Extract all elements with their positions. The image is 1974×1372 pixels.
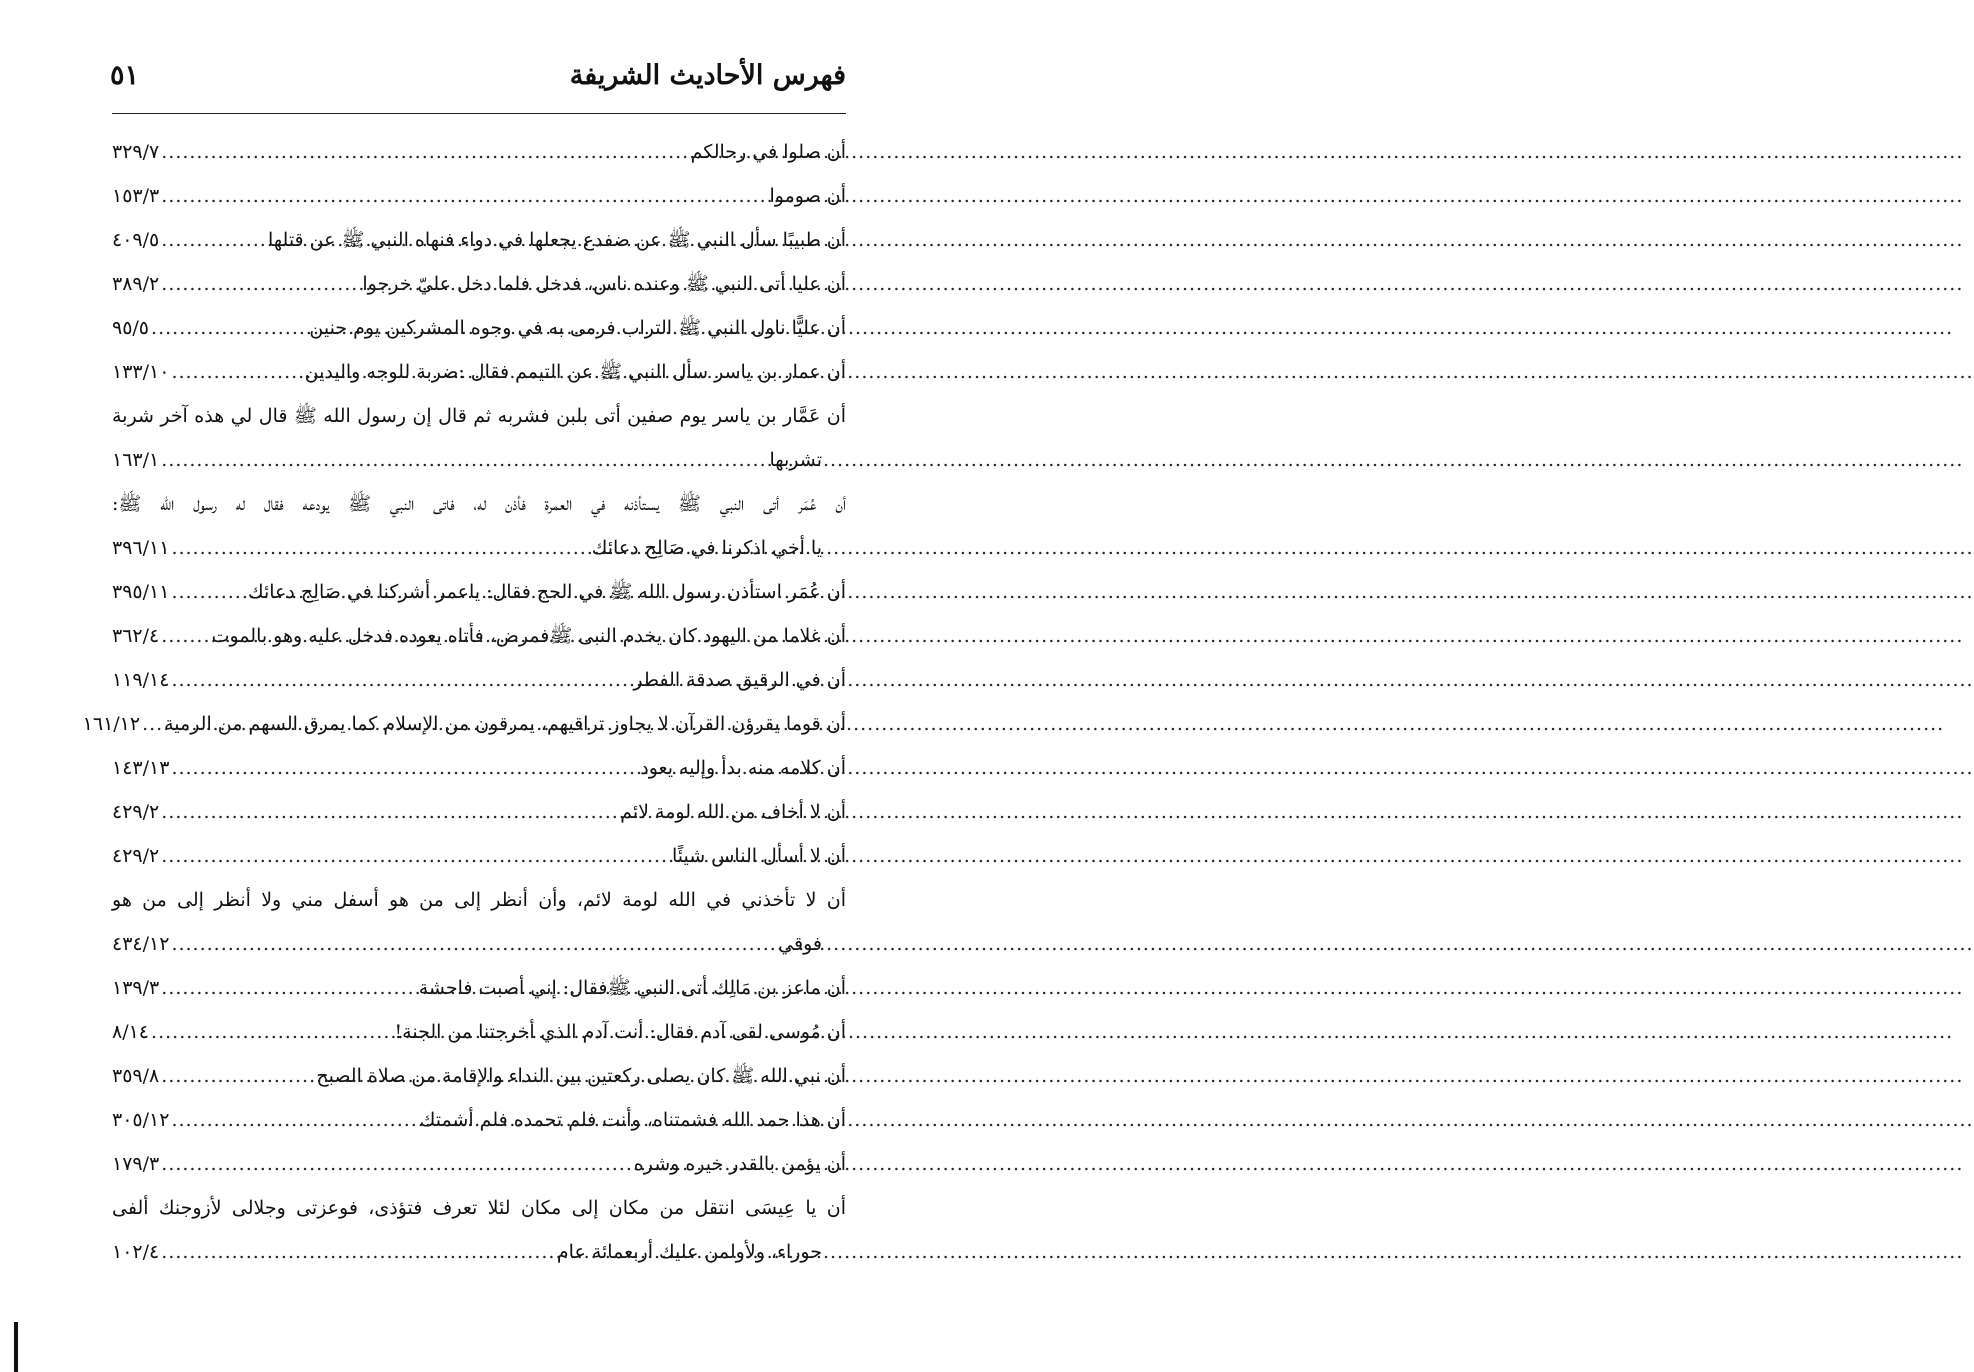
index-entry xyxy=(112,1010,846,1054)
hadith-text: أن في الرقيق صدقة الفطر xyxy=(633,669,846,691)
hadith-text: تشربها xyxy=(769,449,822,471)
hadith-text: أن عُمَر أتى النبي ﷺ يستأذنه في العمرة فأذن له، فاتى النبي ﷺ يودعه فقال له رسول الله ﷺ: xyxy=(112,493,846,515)
dot-leader xyxy=(159,797,620,827)
index-entry-line xyxy=(112,1098,846,1142)
dot-leader xyxy=(159,841,672,871)
index-entry-line xyxy=(112,1054,846,1098)
index-entry-line xyxy=(112,394,846,438)
volume-page-reference: ٣٦٢/٤ xyxy=(112,625,160,647)
hadith-text: أن لا أخاف من الله لومة لائم xyxy=(620,801,846,823)
index-entry-line xyxy=(112,350,846,394)
hadith-text: أن لا تأخذني في الله لومة لائم، وأن أنظر إلى من هو أسفل مني ولا أنظر إلى من هو xyxy=(112,889,846,911)
hadith-text: أن عَمَّار بن ياسر يوم صفين أتى بلبن فشربه ثم قال إن رسول الله ﷺ قال لي هذه آخر شربة xyxy=(112,405,846,427)
index-entry xyxy=(112,834,846,878)
dot-leader xyxy=(159,973,418,1003)
index-entry-line xyxy=(112,1010,846,1054)
hadith-text: أن لا أسأل الناس شيئًا xyxy=(672,845,846,867)
index-entry-line xyxy=(112,922,846,966)
index-entry-line xyxy=(112,1142,846,1186)
dot-leader xyxy=(149,1017,394,1047)
hadith-text: أن يا عِيسَى انتقل من مكان إلى مكان لئلا تعرف فتؤذى، فوعزتى وجلالى لأزوجنك ألفى xyxy=(112,1197,846,1219)
index-entry xyxy=(112,614,846,658)
index-entry xyxy=(112,570,846,614)
index-entry xyxy=(112,1142,846,1186)
volume-page-reference: ١٣٩/٣ xyxy=(112,977,160,999)
index-entry xyxy=(112,306,846,350)
volume-page-reference: ٣٢٩/٧ xyxy=(112,141,160,163)
page-title: فهرس الأحاديث الشريفة xyxy=(569,60,846,91)
hadith-text: أن كلامه منه بدأ وإليه يعود xyxy=(640,757,846,779)
dot-leader xyxy=(169,753,640,783)
dot-leader xyxy=(159,137,690,167)
index-entry xyxy=(82,702,846,746)
volume-page-reference: ١٥٣/٣ xyxy=(112,185,160,207)
index-entry-line xyxy=(112,834,846,878)
volume-page-reference: ٣٩٥/١١ xyxy=(112,581,170,603)
dot-leader xyxy=(159,1149,634,1179)
index-entry xyxy=(112,746,846,790)
index-entry-line xyxy=(112,614,846,658)
index-entry-line xyxy=(112,482,846,526)
index-entry-line xyxy=(112,1186,846,1230)
index-entry xyxy=(112,262,846,306)
volume-page-reference: ٤٢٩/٢ xyxy=(112,845,160,867)
volume-page-reference: ١٦١/١٢ xyxy=(82,713,141,735)
index-entry xyxy=(112,1186,846,1274)
volume-page-reference: ٣٥٩/٨ xyxy=(112,1065,160,1087)
dot-leader xyxy=(149,313,309,343)
volume-page-reference: ١٧٩/٣ xyxy=(112,1153,160,1175)
volume-page-reference: ٤٠٩/٥ xyxy=(112,229,160,251)
index-entry-line xyxy=(112,658,846,702)
index-entry xyxy=(112,130,846,174)
index-entry-line xyxy=(112,746,846,790)
hadith-text: أن ماعز بن مَالِك أتى النبي ﷺفقال: إني أصبت فاحشة xyxy=(418,977,846,999)
hadith-text: أن عليًّا ناول النبي ﷺ التراب فرمى به في وجوه المشركين يوم حنين xyxy=(309,317,846,339)
hadith-text: أن عليا أتى النبي ﷺ وعنده ناس، فدخل فلما دخل عليّ خرجوا xyxy=(362,273,846,295)
page-edge-mark xyxy=(14,1322,18,1372)
volume-page-reference: ٤٢٩/٢ xyxy=(112,801,160,823)
dot-leader xyxy=(159,181,769,211)
page-number: ٥١ xyxy=(110,60,140,91)
index-entry-line xyxy=(112,174,846,218)
volume-page-reference: ١٤٣/١٣ xyxy=(112,757,170,779)
dot-leader xyxy=(159,445,769,475)
volume-page-reference: ١٠٢/٤ xyxy=(112,1241,160,1263)
hadith-text: أن طبيبًا سأل النبي ﷺ عن ضفدع يجعلها في دواء فنهاه النبي ﷺ عن قتلها xyxy=(267,229,846,251)
index-entry-line xyxy=(112,1230,846,1274)
hadith-text: أن مُوسى لقى آدم فقال: أنت آدم الذي أخرجتنا من الجنة! xyxy=(394,1021,846,1043)
index-entry xyxy=(112,174,846,218)
index-entry-line xyxy=(112,438,846,482)
dot-leader xyxy=(169,929,778,959)
hadith-text: أن عمار بن ياسر سأل النبي ﷺ عن التيمم فقال :ضربة للوجه واليدين xyxy=(304,361,846,383)
dot-leader xyxy=(159,225,268,255)
hadith-text: أن هذا حمد الله فشمتناه، وأنت فلم تحمده فلم أشمتك xyxy=(419,1109,846,1131)
index-entry xyxy=(112,658,846,702)
volume-page-reference: ١٦٣/١ xyxy=(112,449,160,471)
volume-page-reference: ٤٣٤/١٢ xyxy=(112,933,170,955)
index-entry-line xyxy=(112,262,846,306)
index-entry xyxy=(112,966,846,1010)
volume-page-reference: ٩٥/٥ xyxy=(112,317,150,339)
hadith-text: يا أخي اذكرنا في صَالِح دعائك xyxy=(591,537,822,559)
index-entry xyxy=(112,394,846,482)
index-entry-line xyxy=(112,790,846,834)
volume-page-reference: ٣٩٦/١١ xyxy=(112,537,170,559)
page-header xyxy=(110,56,846,108)
hadith-text: أن يؤمن بالقدر خيره وشره xyxy=(633,1153,846,1175)
dot-leader xyxy=(169,357,304,387)
hadith-text: حوراء، ولأولمن عليك أربعمائة عام xyxy=(556,1241,822,1263)
index-entry xyxy=(112,482,846,570)
hadith-text: أن نبي الله ﷺ كان يصلى ركعتين بين النداء والإقامة من صلاة الصبح xyxy=(316,1065,846,1087)
hadith-text: أن عُمَر استأذن رسول الله ﷺ في الحج فقال: ياعمر أشركنا في صَالِح دعائك xyxy=(247,581,846,603)
index-entry-line xyxy=(112,570,846,614)
dot-leader xyxy=(159,1061,316,1091)
index-entry-line xyxy=(112,526,846,570)
index-entry xyxy=(112,1098,846,1142)
index-entry-line xyxy=(112,966,846,1010)
dot-leader xyxy=(159,621,211,651)
hadith-text: أن قوما يقرؤن القرآن لا يجاوز تراقيهم، يمرقون من الإسلام كما يمرق السهم من الرمية xyxy=(164,713,846,735)
volume-page-reference: ١٣٣/١٠ xyxy=(112,361,170,383)
dot-leader xyxy=(159,269,362,299)
index-entry-line xyxy=(82,702,846,746)
hadith-text: أن صوموا xyxy=(769,185,846,207)
header-divider xyxy=(112,113,846,114)
hadith-text: أن غلاما من اليهود كان يخدم النبى ﷺفمرض، فأتاه يعوده فدخل عليه وهو بالموت xyxy=(211,625,846,647)
index-entry xyxy=(112,878,846,966)
volume-page-reference: ٨/١٤ xyxy=(112,1021,150,1043)
index-entry-line xyxy=(112,878,846,922)
index-entry xyxy=(112,218,846,262)
volume-page-reference: ١١٩/١٤ xyxy=(112,669,170,691)
volume-page-reference: ٣٨٩/٢ xyxy=(112,273,160,295)
volume-page-reference: ٣٠٥/١٢ xyxy=(112,1109,170,1131)
hadith-text: فوقي xyxy=(778,933,822,955)
index-entry-line xyxy=(112,218,846,262)
dot-leader xyxy=(159,1237,557,1267)
index-entry xyxy=(112,790,846,834)
index-entry-line xyxy=(112,306,846,350)
hadith-index-list xyxy=(82,130,846,1274)
index-entry-line xyxy=(112,130,846,174)
dot-leader xyxy=(140,709,164,739)
index-entry xyxy=(112,350,846,394)
dot-leader xyxy=(169,533,591,563)
dot-leader xyxy=(169,1105,419,1135)
index-entry xyxy=(112,1054,846,1098)
hadith-text: أن صلوا في رحالكم xyxy=(690,141,846,163)
dot-leader xyxy=(169,577,248,607)
dot-leader xyxy=(169,665,633,695)
